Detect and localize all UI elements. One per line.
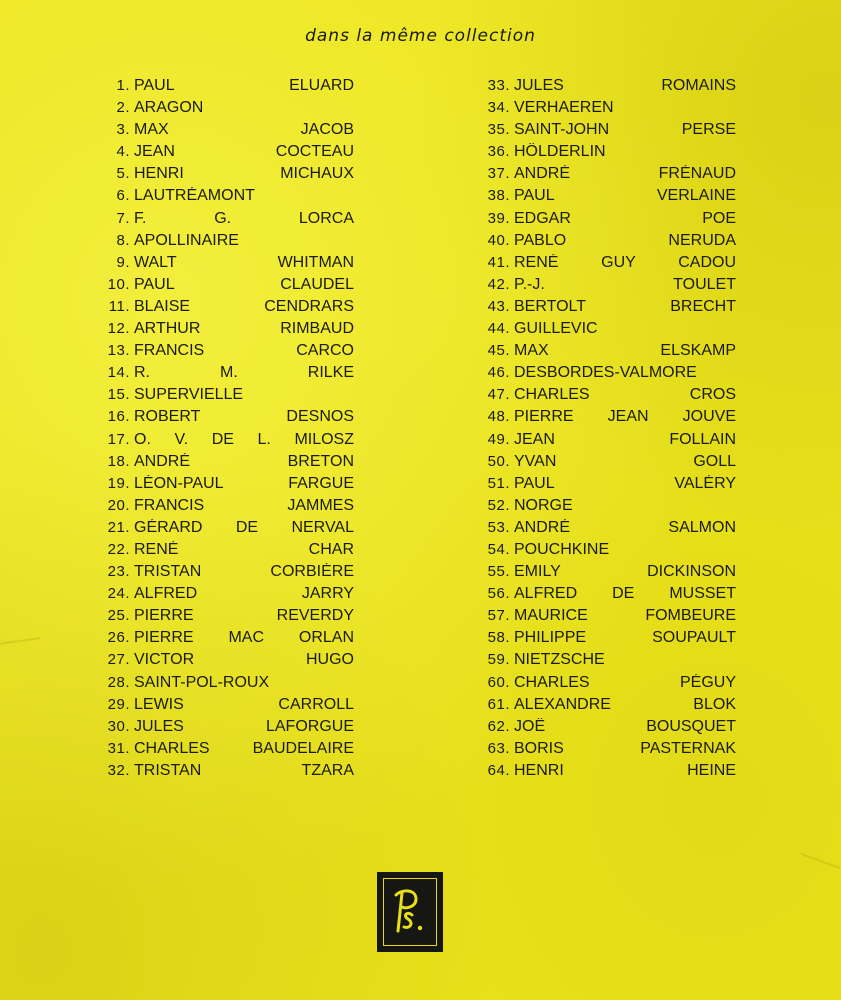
author-name: MAURICE FOMBEURE bbox=[514, 607, 736, 625]
entry-number: 27. bbox=[107, 651, 130, 669]
author-name: JULES ROMAINS bbox=[514, 77, 736, 94]
author-name: SUPERVIELLE bbox=[134, 386, 244, 404]
collection-entry bbox=[96, 386, 354, 408]
entry-number: 38. bbox=[487, 187, 510, 205]
entry-number: 28. bbox=[107, 673, 130, 691]
collection-entry bbox=[470, 232, 736, 254]
entry-number: 33. bbox=[487, 77, 510, 94]
entry-number: 31. bbox=[107, 739, 130, 757]
collection-entry bbox=[96, 187, 354, 209]
entry-number: 17. bbox=[107, 430, 130, 448]
entry-number: 40. bbox=[487, 231, 510, 249]
author-name: VICTOR HUGO bbox=[134, 651, 354, 669]
author-name: CHARLES CROS bbox=[514, 386, 736, 404]
entry-number: 54. bbox=[487, 540, 510, 558]
entry-number: 21. bbox=[107, 518, 130, 536]
author-name: BORIS PASTERNAK bbox=[514, 739, 736, 757]
collection-entry bbox=[470, 320, 736, 342]
author-name: ANDRÉ BRETON bbox=[134, 452, 354, 470]
collection-entry bbox=[96, 497, 354, 519]
author-name: PAUL VALÉRY bbox=[514, 474, 736, 492]
collection-entry bbox=[470, 364, 736, 386]
author-name: VERHAEREN bbox=[514, 99, 614, 117]
collection-entry bbox=[470, 210, 736, 232]
entry-number: 58. bbox=[487, 629, 510, 647]
author-name: POUCHKINE bbox=[514, 540, 610, 558]
author-name: PAUL VERLAINE bbox=[514, 187, 736, 205]
entry-number: 15. bbox=[107, 386, 130, 404]
entry-number: 24. bbox=[107, 585, 130, 603]
author-name: HENRI MICHAUX bbox=[134, 165, 354, 183]
collection-entry bbox=[96, 165, 354, 187]
collection-entry bbox=[470, 651, 736, 673]
author-name: YVAN GOLL bbox=[514, 452, 736, 470]
collection-entry bbox=[470, 431, 736, 453]
author-name: FRANCIS CARCO bbox=[134, 342, 354, 360]
collection-entry bbox=[96, 453, 354, 475]
author-name: LEWIS CARROLL bbox=[134, 695, 354, 713]
entry-number: 37. bbox=[487, 165, 510, 183]
collection-entry bbox=[470, 541, 736, 563]
author-name: ROBERT DESNOS bbox=[134, 408, 354, 426]
author-name: ANDRÉ SALMON bbox=[514, 518, 736, 536]
author-name: BLAISE CENDRARS bbox=[134, 297, 354, 315]
collection-entry bbox=[96, 320, 354, 342]
entry-number: 57. bbox=[487, 607, 510, 625]
author-name: BERTOLT BRECHT bbox=[514, 297, 736, 315]
collection-entry bbox=[470, 674, 736, 696]
entry-number: 60. bbox=[487, 673, 510, 691]
collection-entry bbox=[470, 254, 736, 276]
entry-number: 26. bbox=[107, 629, 130, 647]
collection-entry bbox=[470, 276, 736, 298]
collection-entry bbox=[470, 408, 736, 430]
author-name: RENÉ CHAR bbox=[134, 540, 354, 558]
collection-entry bbox=[96, 762, 354, 784]
collection-entry bbox=[470, 453, 736, 475]
author-name: ALFRED DE MUSSET bbox=[514, 585, 736, 603]
collection-entry bbox=[96, 718, 354, 740]
author-name: ARTHUR RIMBAUD bbox=[134, 320, 354, 338]
paper-crease bbox=[0, 637, 40, 645]
entry-number: 6. bbox=[116, 187, 130, 205]
collection-entry bbox=[96, 77, 354, 99]
author-name: HENRI HEINE bbox=[514, 761, 736, 779]
author-name: R. M. RILKE bbox=[134, 364, 354, 382]
entry-number: 30. bbox=[107, 717, 130, 735]
entry-number: 2. bbox=[116, 99, 130, 117]
author-name: HÖLDERLIN bbox=[514, 143, 606, 161]
collection-entry bbox=[96, 276, 354, 298]
entry-number: 11. bbox=[108, 297, 130, 315]
collection-entry bbox=[470, 386, 736, 408]
author-name: NIETZSCHE bbox=[514, 651, 605, 669]
entry-number: 45. bbox=[487, 342, 510, 360]
entry-number: 52. bbox=[487, 496, 510, 514]
entry-number: 20. bbox=[107, 496, 130, 514]
title-list-left bbox=[96, 77, 354, 784]
entry-number: 55. bbox=[487, 563, 510, 581]
entry-number: 5. bbox=[116, 165, 130, 183]
author-name: CHARLES BAUDELAIRE bbox=[134, 739, 354, 757]
collection-entry bbox=[470, 77, 736, 99]
collection-entry bbox=[470, 342, 736, 364]
author-name: ANDRÉ FRÉNAUD bbox=[514, 165, 736, 183]
entry-number: 4. bbox=[116, 143, 130, 161]
author-name: EDGAR POE bbox=[514, 209, 736, 227]
author-name: PIERRE JEAN JOUVE bbox=[514, 408, 736, 426]
author-name: TRISTAN TZARA bbox=[134, 761, 354, 779]
author-name: ARAGON bbox=[134, 99, 204, 117]
author-name: TRISTAN CORBIÈRE bbox=[134, 563, 354, 581]
collection-entry bbox=[470, 143, 736, 165]
author-name: PIERRE MAC ORLAN bbox=[134, 629, 354, 647]
author-name: WALT WHITMAN bbox=[134, 253, 354, 271]
author-name: JEAN COCTEAU bbox=[134, 143, 354, 161]
author-name: CHARLES PÉGUY bbox=[514, 673, 736, 691]
entry-number: 62. bbox=[487, 717, 510, 735]
entry-number: 41. bbox=[487, 253, 510, 271]
entry-number: 64. bbox=[487, 761, 510, 779]
author-name: F. G. LORCA bbox=[134, 209, 354, 227]
paper-crease bbox=[801, 853, 840, 869]
publisher-logo-icon bbox=[380, 875, 440, 949]
entry-number: 23. bbox=[107, 563, 130, 581]
collection-entry bbox=[96, 342, 354, 364]
collection-entry bbox=[96, 674, 354, 696]
entry-number: 14. bbox=[107, 364, 130, 382]
collection-entry bbox=[96, 408, 354, 430]
collection-entry bbox=[96, 364, 354, 386]
collection-entry bbox=[470, 607, 736, 629]
collection-entry bbox=[96, 607, 354, 629]
author-name: O. V. DE L. MILOSZ bbox=[134, 430, 354, 448]
author-name: JULES LAFORGUE bbox=[134, 717, 354, 735]
entry-number: 16. bbox=[107, 408, 130, 426]
entry-number: 8. bbox=[116, 231, 130, 249]
entry-number: 18. bbox=[107, 452, 130, 470]
collection-heading: dans la même collection bbox=[305, 26, 536, 46]
entry-number: 50. bbox=[487, 452, 510, 470]
entry-number: 42. bbox=[487, 275, 510, 293]
author-name: JEAN FOLLAIN bbox=[514, 430, 736, 448]
entry-number: 61. bbox=[487, 695, 510, 713]
author-name: PABLO NERUDA bbox=[514, 231, 736, 249]
entry-number: 53. bbox=[487, 518, 510, 536]
author-name: ALFRED JARRY bbox=[134, 585, 354, 603]
collection-entry bbox=[96, 298, 354, 320]
collection-entry bbox=[96, 651, 354, 673]
author-name: NORGE bbox=[514, 496, 573, 514]
collection-entry bbox=[96, 696, 354, 718]
collection-entry bbox=[96, 254, 354, 276]
entry-number: 43. bbox=[487, 297, 510, 315]
collection-entry bbox=[470, 475, 736, 497]
entry-number: 3. bbox=[116, 121, 130, 139]
author-name: PIERRE REVERDY bbox=[134, 607, 354, 625]
entry-number: 35. bbox=[487, 121, 510, 139]
collection-entry bbox=[96, 475, 354, 497]
collection-entry bbox=[96, 121, 354, 143]
author-name: MAX ELSKAMP bbox=[514, 342, 736, 360]
collection-entry bbox=[96, 99, 354, 121]
collection-entry bbox=[96, 143, 354, 165]
entry-number: 29. bbox=[107, 695, 130, 713]
entry-number: 12. bbox=[107, 320, 130, 338]
collection-entry bbox=[96, 563, 354, 585]
author-name: LAUTRÉAMONT bbox=[134, 187, 255, 205]
collection-entry bbox=[470, 696, 736, 718]
author-name: GUILLEVIC bbox=[514, 320, 598, 338]
entry-number: 22. bbox=[107, 540, 130, 558]
author-name: JOË BOUSQUET bbox=[514, 717, 736, 735]
collection-entry bbox=[96, 585, 354, 607]
entry-number: 47. bbox=[487, 386, 510, 404]
collection-entry bbox=[96, 629, 354, 651]
collection-entry bbox=[96, 232, 354, 254]
entry-number: 36. bbox=[487, 143, 510, 161]
author-name: DESBORDES-VALMORE bbox=[514, 364, 697, 382]
collection-entry bbox=[470, 298, 736, 320]
entry-number: 39. bbox=[487, 209, 510, 227]
entry-number: 25. bbox=[107, 607, 130, 625]
entry-number: 49. bbox=[487, 430, 510, 448]
author-name: PHILIPPE SOUPAULT bbox=[514, 629, 736, 647]
entry-number: 32. bbox=[107, 761, 130, 779]
collection-entry bbox=[470, 585, 736, 607]
collection-entry bbox=[96, 431, 354, 453]
entry-number: 13. bbox=[107, 342, 130, 360]
entry-number: 44. bbox=[487, 320, 510, 338]
author-name: EMILY DICKINSON bbox=[514, 563, 736, 581]
author-name: SAINT-JOHN PERSE bbox=[514, 121, 736, 139]
author-name: PAUL ELUARD bbox=[134, 77, 354, 94]
collection-entry bbox=[470, 762, 736, 784]
collection-entry bbox=[96, 210, 354, 232]
author-name: P.-J. TOULET bbox=[514, 275, 736, 293]
author-name: SAINT-POL-ROUX bbox=[134, 673, 270, 691]
publisher-logo bbox=[377, 872, 443, 952]
entry-number: 51. bbox=[487, 474, 510, 492]
author-name: RENÉ GUY CADOU bbox=[514, 253, 736, 271]
collection-entry bbox=[96, 519, 354, 541]
author-name: APOLLINAIRE bbox=[134, 231, 239, 249]
collection-entry bbox=[470, 187, 736, 209]
author-name: FRANCIS JAMMES bbox=[134, 496, 354, 514]
entry-number: 63. bbox=[487, 739, 510, 757]
entry-number: 56. bbox=[487, 585, 510, 603]
collection-entry bbox=[470, 718, 736, 740]
collection-entry bbox=[470, 497, 736, 519]
collection-entry bbox=[470, 99, 736, 121]
entry-number: 1. bbox=[116, 77, 130, 94]
collection-entry bbox=[470, 165, 736, 187]
author-name: PAUL CLAUDEL bbox=[134, 275, 354, 293]
author-name: GÉRARD DE NERVAL bbox=[134, 518, 354, 536]
entry-number: 19. bbox=[107, 474, 130, 492]
entry-number: 48. bbox=[487, 408, 510, 426]
collection-entry bbox=[470, 519, 736, 541]
entry-number: 10. bbox=[107, 275, 130, 293]
collection-entry bbox=[470, 740, 736, 762]
collection-entry bbox=[470, 121, 736, 143]
entry-number: 34. bbox=[487, 99, 510, 117]
entry-number: 59. bbox=[487, 651, 510, 669]
author-name: ALEXANDRE BLOK bbox=[514, 695, 736, 713]
collection-entry bbox=[470, 629, 736, 651]
collection-entry bbox=[470, 563, 736, 585]
entry-number: 46. bbox=[487, 364, 510, 382]
collection-entry bbox=[96, 541, 354, 563]
title-list-right bbox=[470, 77, 736, 784]
author-name: LÉON-PAUL FARGUE bbox=[134, 474, 354, 492]
entry-number: 9. bbox=[116, 253, 130, 271]
author-name: MAX JACOB bbox=[134, 121, 354, 139]
collection-entry bbox=[96, 740, 354, 762]
entry-number: 7. bbox=[116, 209, 130, 227]
